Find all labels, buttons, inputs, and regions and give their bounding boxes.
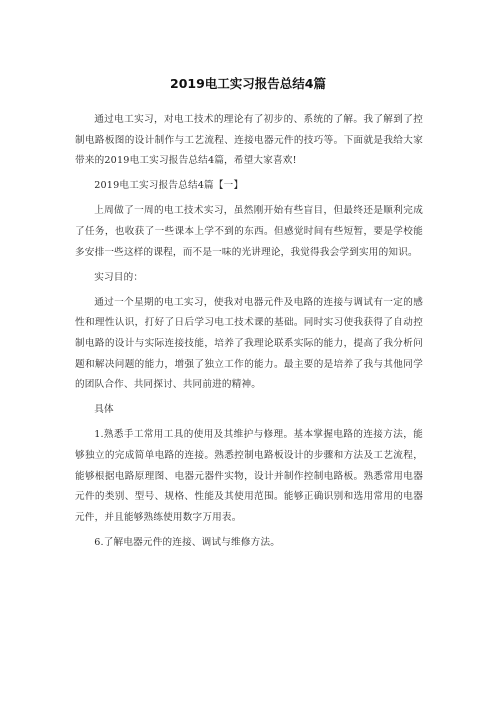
subheading-details: 具体 — [94, 404, 114, 416]
intro-paragraph: 通过电工实习，对电工技术的理论有了初步的、系统的了解。我了解到了控制电路板图的设计制作与工艺流程、连接电器元件的技巧等。下面就是我给大家带来的2019电工实习报告总结4篇，希望大家喜欢! — [75, 114, 423, 167]
document-title: 2019电工实习报告总结4篇 — [170, 76, 326, 91]
list-item: 6.了解电器元件的连接、调试与维修方法。 — [94, 536, 281, 548]
section-heading: 2019电工实习报告总结4篇【一】 — [94, 180, 244, 192]
body-paragraph: 上周做了一周的电工技术实习，虽然刚开始有些盲目，但最终还是顺利完成了任务，也收获了一些课本上学不到的东西。但感觉时间有些短暂，要是学校能多安排一些这样的课程，而不是一味的光讲理论，我觉得我会学到实用的知识。 — [75, 205, 423, 258]
body-paragraph: 通过一个星期的电工实习，使我对电器元件及电路的连接与调试有一定的感性和理性认识，打好了日后学习电工技术课的基础。同时实习使我获得了自动控制电路的设计与实际连接技能，培养了我理论联系实际的能力，提高了我分析问题和解决问题的能力，增强了独立工作的能力。最主要的是培养了我与其他同学的团队合作、共同探讨、共同前进的精神。 — [75, 296, 423, 391]
subheading-purpose: 实习目的： — [94, 271, 144, 283]
document-body — [75, 110, 423, 558]
list-item: 1.熟悉手工常用工具的使用及其维护与修理。基本掌握电路的连接方法，能够独立的完成简单电路的连接。熟悉控制电路板设计的步骤和方法及工艺流程，能够根据电路原理图、电器元器件实物，设计并制作控制电路板。熟悉常用电器元件的类别、型号、规格、性能及其使用范围。能够正确识别和选用常用的电器元件，并且能够熟练使用数字万用表。 — [75, 429, 423, 523]
